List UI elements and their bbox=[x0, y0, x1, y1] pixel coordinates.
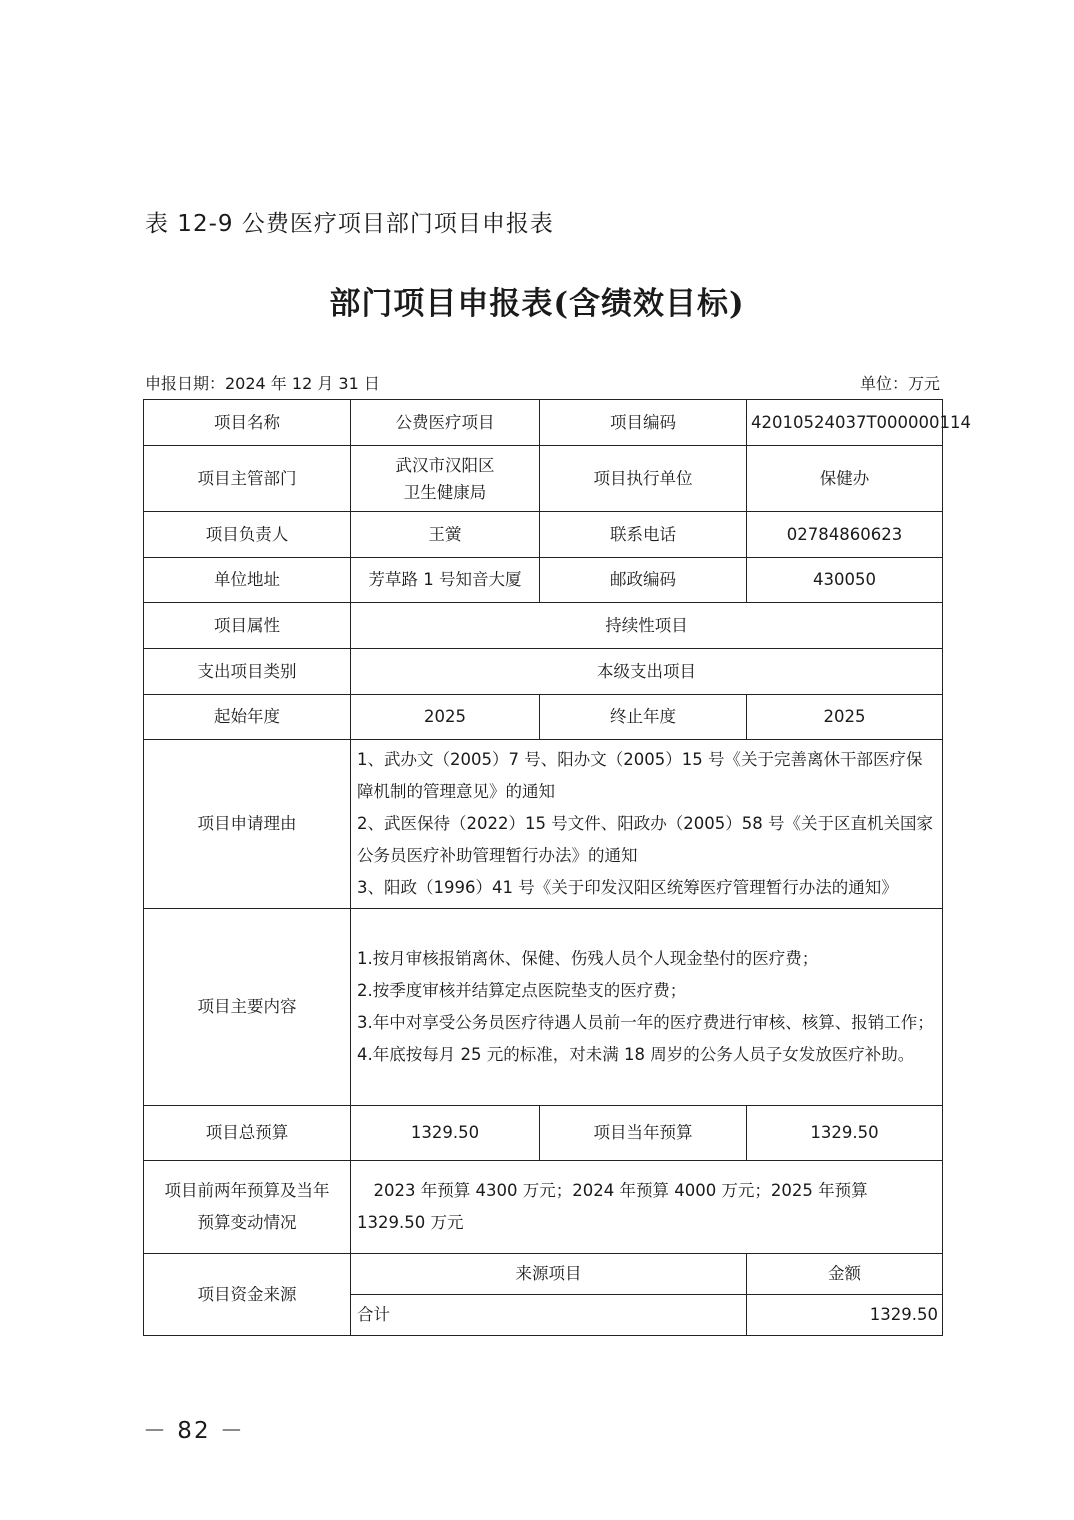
phone-value: 02784860623 bbox=[747, 512, 943, 558]
reason-value bbox=[351, 740, 943, 909]
table-row bbox=[144, 649, 943, 695]
table-row bbox=[144, 558, 943, 603]
leader-value: 王黉 bbox=[351, 512, 540, 558]
content-value bbox=[351, 909, 943, 1106]
funding-amount-header: 金额 bbox=[747, 1254, 943, 1295]
start-year-value: 2025 bbox=[351, 695, 540, 740]
phone-label: 联系电话 bbox=[540, 512, 747, 558]
postcode-value: 430050 bbox=[747, 558, 943, 603]
content-label: 项目主要内容 bbox=[144, 909, 351, 1106]
funding-total-value: 1329.50 bbox=[747, 1295, 943, 1336]
page-number: － 82 － bbox=[143, 1418, 245, 1444]
unit-label: 单位：万元 bbox=[859, 374, 940, 393]
table-row bbox=[144, 400, 943, 446]
table-caption: 表 12-9 公费医疗项目部门项目申报表 bbox=[145, 211, 554, 237]
budget-change-label-line-2: 预算变动情况 bbox=[197, 1213, 297, 1232]
content-item: 2.按季度审核并结算定点医院垫支的医疗费； bbox=[357, 981, 687, 1000]
table-row bbox=[144, 1254, 943, 1295]
table-row bbox=[144, 603, 943, 649]
executor-label: 项目执行单位 bbox=[540, 446, 747, 512]
executor-value: 保健办 bbox=[747, 446, 943, 512]
postcode-label: 邮政编码 bbox=[540, 558, 747, 603]
project-code-label: 项目编码 bbox=[540, 400, 747, 446]
total-budget-label: 项目总预算 bbox=[144, 1106, 351, 1161]
table-row bbox=[144, 446, 943, 512]
project-name-label: 项目名称 bbox=[144, 400, 351, 446]
department-line-2: 卫生健康局 bbox=[403, 482, 487, 502]
funding-total-label: 合计 bbox=[351, 1295, 747, 1336]
budget-change-label-line-1: 项目前两年预算及当年 bbox=[164, 1181, 330, 1200]
end-year-value: 2025 bbox=[747, 695, 943, 740]
page-title: 部门项目申报表(含绩效目标) bbox=[329, 286, 745, 322]
meta-row bbox=[145, 371, 940, 395]
department-line-1: 武汉市汉阳区 bbox=[395, 455, 495, 475]
department-label: 项目主管部门 bbox=[144, 446, 351, 512]
table-row bbox=[144, 512, 943, 558]
reason-item: 1、武办文（2005）7 号、阳办文（2005）15 号《关于完善离休干部医疗保障机制的管理意见》的通知 bbox=[357, 750, 923, 801]
reason-item: 2、武医保待（2022）15 号文件、阳政办（2005）58 号《关于区直机关国家公务员医疗补助管理暂行办法》的通知 bbox=[357, 814, 933, 865]
year-budget-value: 1329.50 bbox=[747, 1106, 943, 1161]
table-row bbox=[144, 1106, 943, 1161]
budget-change-value: 2023 年预算 4300 万元；2024 年预算 4000 万元；2025 年预算 1329.50 万元 bbox=[351, 1161, 943, 1254]
category-value: 本级支出项目 bbox=[351, 649, 943, 695]
address-value: 芳草路 1 号知音大厦 bbox=[351, 558, 540, 603]
reason-label: 项目申请理由 bbox=[144, 740, 351, 909]
table-row bbox=[144, 1161, 943, 1254]
content-item: 4.年底按每月 25 元的标准，对未满 18 周岁的公务人员子女发放医疗补助。 bbox=[357, 1045, 915, 1064]
leader-label: 项目负责人 bbox=[144, 512, 351, 558]
table-row bbox=[144, 695, 943, 740]
funding-label: 项目资金来源 bbox=[144, 1254, 351, 1336]
funding-source-header: 来源项目 bbox=[351, 1254, 747, 1295]
project-name-value: 公费医疗项目 bbox=[351, 400, 540, 446]
category-label: 支出项目类别 bbox=[144, 649, 351, 695]
department-value bbox=[351, 446, 540, 512]
report-date: 申报日期：2024 年 12 月 31 日 bbox=[145, 374, 380, 393]
year-budget-label: 项目当年预算 bbox=[540, 1106, 747, 1161]
content-item: 3.年中对享受公务员医疗待遇人员前一年的医疗费进行审核、核算、报销工作； bbox=[357, 1013, 934, 1032]
address-label: 单位地址 bbox=[144, 558, 351, 603]
content-item: 1.按月审核报销离休、保健、伤残人员个人现金垫付的医疗费； bbox=[357, 949, 819, 968]
application-form-table bbox=[143, 399, 972, 1336]
reason-item: 3、阳政（1996）41 号《关于印发汉阳区统筹医疗管理暂行办法的通知》 bbox=[357, 878, 898, 897]
table-row bbox=[144, 909, 943, 1106]
table-row bbox=[144, 740, 943, 909]
budget-change-label bbox=[144, 1161, 351, 1254]
project-code-value: 42010524037T000000114 bbox=[747, 400, 943, 446]
total-budget-value: 1329.50 bbox=[351, 1106, 540, 1161]
start-year-label: 起始年度 bbox=[144, 695, 351, 740]
end-year-label: 终止年度 bbox=[540, 695, 747, 740]
attribute-value: 持续性项目 bbox=[351, 603, 943, 649]
attribute-label: 项目属性 bbox=[144, 603, 351, 649]
